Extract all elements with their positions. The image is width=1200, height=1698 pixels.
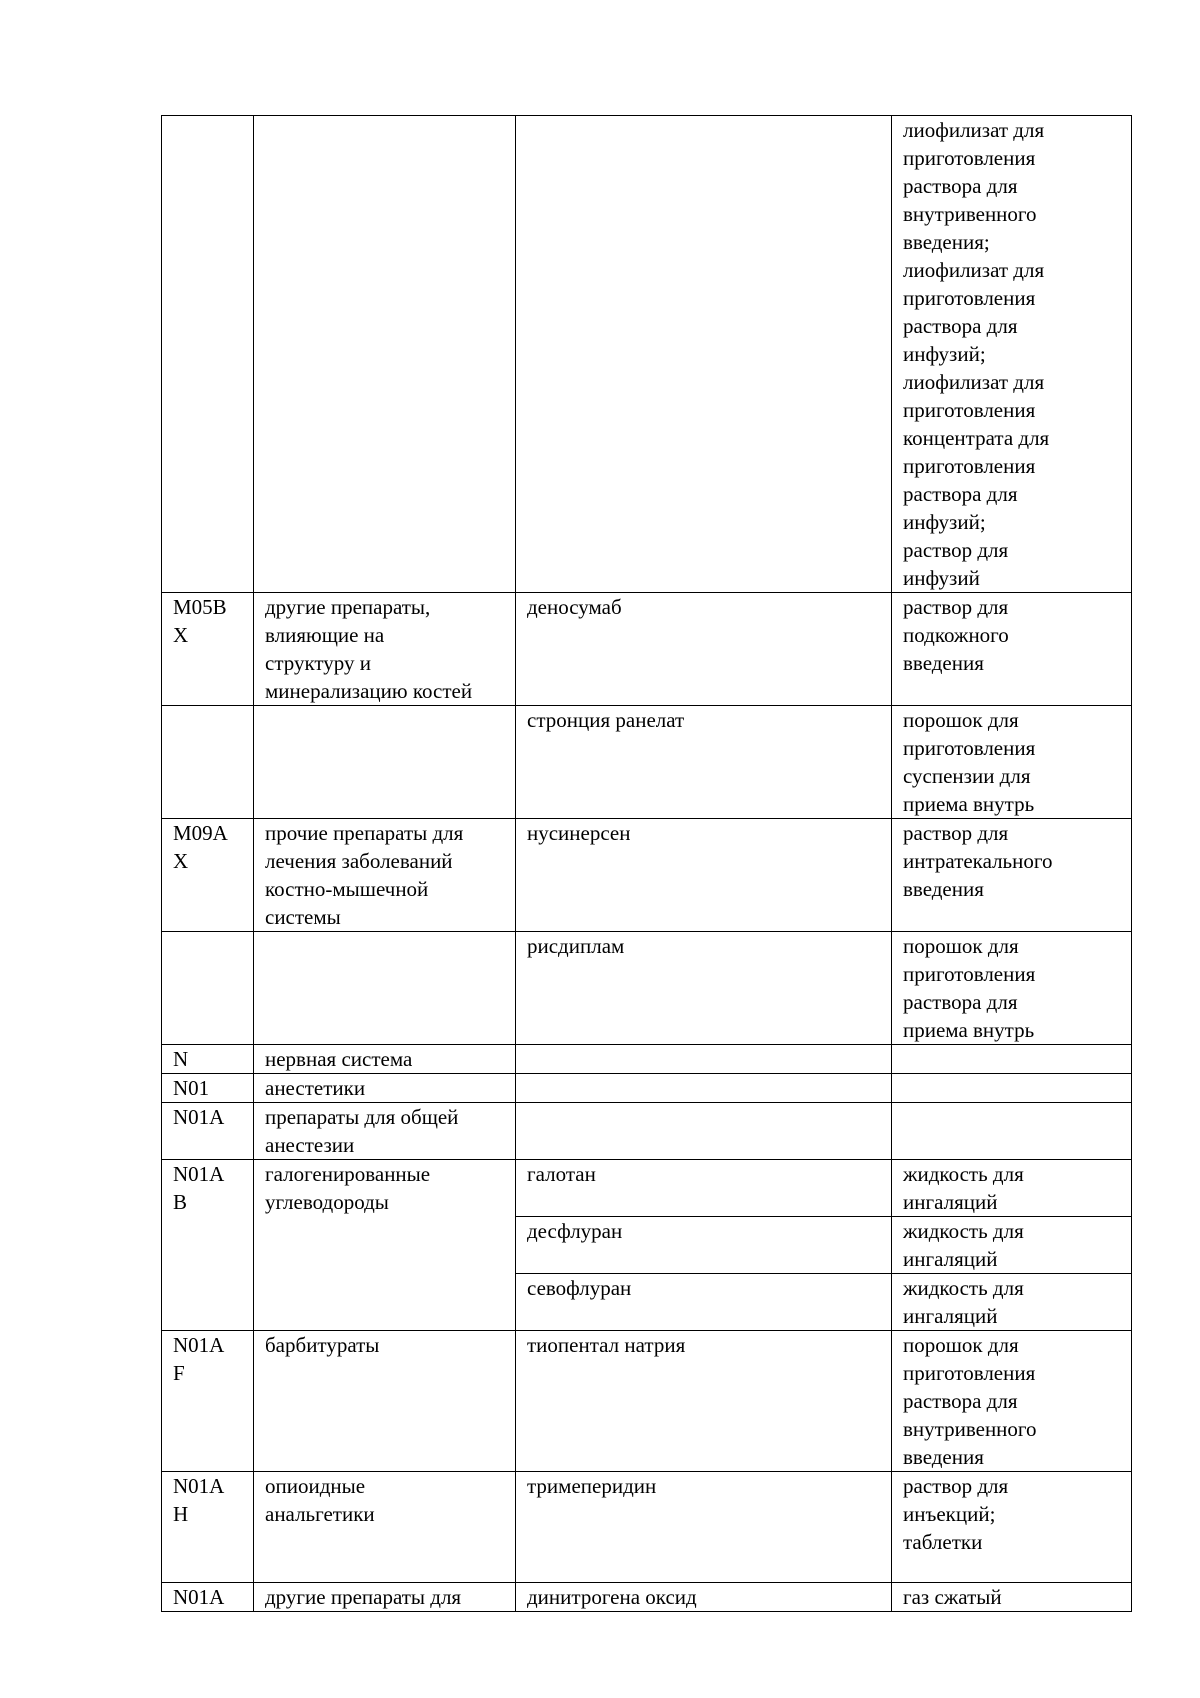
cell-text-line: лиофилизат для: [903, 370, 1045, 394]
dosage-form-cell: [892, 1045, 1132, 1074]
cell-text-line: другие препараты для: [265, 1585, 462, 1609]
cell-text-line: анальгетики: [265, 1502, 375, 1526]
cell-text-line: севофлуран: [527, 1276, 632, 1300]
atc-code-cell: [162, 593, 254, 706]
cell-text-line: инфузий;: [903, 510, 986, 534]
inn-cell: [516, 932, 892, 1045]
cell-text-line: приема внутрь: [903, 792, 1035, 816]
cell-text-line: тримеперидин: [527, 1474, 657, 1498]
cell-text-line: приема внутрь: [903, 1018, 1035, 1042]
cell-text-line: влияющие на: [265, 623, 385, 647]
cell-text-line: раствора для: [903, 314, 1018, 338]
inn-cell: [516, 1103, 892, 1160]
cell-text-line: жидкость для: [903, 1276, 1024, 1300]
dosage-form-cell: [892, 1160, 1132, 1217]
cell-text-line: барбитураты: [265, 1333, 380, 1357]
cell-text-line: приготовления: [903, 736, 1036, 760]
cell-text-line: жидкость для: [903, 1162, 1024, 1186]
cell-text-line: минерализацию костей: [265, 679, 473, 703]
dosage-form-cell: [892, 706, 1132, 819]
cell-text-line: внутривенного: [903, 1417, 1037, 1441]
cell-text-line: раствор для: [903, 595, 1009, 619]
atc-code-cell: [162, 1103, 254, 1160]
table-row: [162, 1472, 1132, 1583]
cell-text-line: интратекального: [903, 849, 1053, 873]
cell-text-line: N: [173, 1047, 189, 1071]
group-name-cell: [254, 1074, 516, 1103]
cell-text-line: N01A: [173, 1162, 225, 1186]
dosage-form-cell: [892, 1074, 1132, 1103]
cell-text-line: системы: [265, 905, 341, 929]
inn-cell: [516, 116, 892, 593]
atc-code-cell: [162, 116, 254, 593]
cell-text-line: газ сжатый: [903, 1585, 1002, 1609]
inn-cell: [516, 1274, 892, 1331]
dosage-form-cell: [892, 593, 1132, 706]
cell-text-line: раствора для: [903, 482, 1018, 506]
cell-text-line: введения: [903, 1445, 984, 1469]
cell-text-line: раствор для: [903, 821, 1009, 845]
cell-text-line: M05B: [173, 595, 227, 619]
cell-text-line: анестезии: [265, 1133, 355, 1157]
cell-text-line: десфлуран: [527, 1219, 623, 1243]
inn-cell: [516, 1331, 892, 1472]
cell-text-line: структуру и: [265, 651, 372, 675]
cell-text-line: ингаляций: [903, 1247, 998, 1271]
inn-cell: [516, 819, 892, 932]
cell-text-line: приготовления: [903, 286, 1036, 310]
group-name-cell: [254, 1045, 516, 1074]
cell-text-line: ингаляций: [903, 1304, 998, 1328]
drug-table-body: [162, 116, 1132, 1612]
cell-text-line: раствора для: [903, 174, 1018, 198]
cell-text-line: приготовления: [903, 398, 1036, 422]
cell-text-line: лиофилизат для: [903, 118, 1045, 142]
atc-code-cell: [162, 1583, 254, 1612]
dosage-form-cell: [892, 1217, 1132, 1274]
cell-text-line: другие препараты,: [265, 595, 431, 619]
cell-text-line: инфузий;: [903, 342, 986, 366]
cell-text-line: X: [173, 623, 189, 647]
table-row: [162, 116, 1132, 593]
cell-text-line: деносумаб: [527, 595, 622, 619]
cell-text-line: опиоидные: [265, 1474, 366, 1498]
table-row: [162, 706, 1132, 819]
cell-text-line: раствор для: [903, 1474, 1009, 1498]
cell-text-line: суспензии для: [903, 764, 1031, 788]
cell-text-line: M09A: [173, 821, 228, 845]
inn-cell: [516, 1074, 892, 1103]
cell-text-line: нусинерсен: [527, 821, 631, 845]
dosage-form-cell: [892, 1103, 1132, 1160]
cell-text-line: приготовления: [903, 454, 1036, 478]
cell-text-line: внутривенного: [903, 202, 1037, 226]
cell-text-line: порошок для: [903, 934, 1019, 958]
inn-cell: [516, 706, 892, 819]
inn-cell: [516, 1472, 892, 1583]
table-row: [162, 593, 1132, 706]
cell-text-line: углеводороды: [265, 1190, 389, 1214]
cell-text-line: ингаляций: [903, 1190, 998, 1214]
dosage-form-cell: [892, 1274, 1132, 1331]
cell-text-line: раствор для: [903, 538, 1009, 562]
cell-text-line: N01A: [173, 1105, 225, 1129]
cell-text-line: подкожного: [903, 623, 1009, 647]
cell-text-line: порошок для: [903, 708, 1019, 732]
cell-text-line: прочие препараты для: [265, 821, 464, 845]
dosage-form-cell: [892, 1331, 1132, 1472]
cell-text-line: галогенированные: [265, 1162, 431, 1186]
dosage-form-cell: [892, 1472, 1132, 1583]
cell-text-line: введения: [903, 651, 984, 675]
dosage-form-cell: [892, 116, 1132, 593]
cell-text-line: препараты для общей: [265, 1105, 459, 1129]
cell-text-line: инфузий: [903, 566, 980, 590]
table-row: [162, 1045, 1132, 1074]
cell-text-line: B: [173, 1190, 188, 1214]
cell-text-line: X: [173, 849, 189, 873]
cell-text-line: жидкость для: [903, 1219, 1024, 1243]
atc-code-cell: [162, 1160, 254, 1331]
group-name-cell: [254, 819, 516, 932]
group-name-cell: [254, 593, 516, 706]
cell-text-line: H: [173, 1502, 189, 1526]
atc-code-cell: [162, 706, 254, 819]
cell-text-line: введения;: [903, 230, 990, 254]
cell-text-line: тиопентал натрия: [527, 1333, 686, 1357]
dosage-form-cell: [892, 1583, 1132, 1612]
table-row: [162, 932, 1132, 1045]
cell-text-line: нервная система: [265, 1047, 413, 1071]
cell-text-line: N01A: [173, 1474, 225, 1498]
inn-cell: [516, 593, 892, 706]
group-name-cell: [254, 1331, 516, 1472]
group-name-cell: [254, 1583, 516, 1612]
cell-text-line: рисдиплам: [527, 934, 625, 958]
cell-text-line: концентрата для: [903, 426, 1050, 450]
inn-cell: [516, 1160, 892, 1217]
table-row: [162, 819, 1132, 932]
cell-text-line: приготовления: [903, 146, 1036, 170]
group-name-cell: [254, 706, 516, 819]
group-name-cell: [254, 932, 516, 1045]
group-name-cell: [254, 1160, 516, 1331]
cell-text-line: динитрогена оксид: [527, 1585, 697, 1609]
cell-text-line: введения: [903, 877, 984, 901]
group-name-cell: [254, 116, 516, 593]
drug-table: [161, 115, 1132, 1612]
table-row: [162, 1074, 1132, 1103]
dosage-form-cell: [892, 932, 1132, 1045]
cell-text-line: приготовления: [903, 1361, 1036, 1385]
cell-text-line: галотан: [527, 1162, 596, 1186]
group-name-cell: [254, 1103, 516, 1160]
table-row: [162, 1583, 1132, 1612]
atc-code-cell: [162, 1074, 254, 1103]
cell-text-line: лечения заболеваний: [265, 849, 453, 873]
cell-text-line: N01: [173, 1076, 210, 1100]
cell-text-line: инъекций;: [903, 1502, 996, 1526]
cell-text-line: таблетки: [903, 1530, 983, 1554]
cell-text-line: стронция ранелат: [527, 708, 685, 732]
cell-text-line: F: [173, 1361, 185, 1385]
table-row: [162, 1331, 1132, 1472]
table-row: [162, 1160, 1132, 1217]
cell-text-line: N01A: [173, 1585, 225, 1609]
atc-code-cell: [162, 1472, 254, 1583]
cell-text-line: лиофилизат для: [903, 258, 1045, 282]
atc-code-cell: [162, 932, 254, 1045]
inn-cell: [516, 1583, 892, 1612]
cell-text-line: порошок для: [903, 1333, 1019, 1357]
atc-code-cell: [162, 1331, 254, 1472]
cell-text-line: анестетики: [265, 1076, 366, 1100]
cell-text-line: костно-мышечной: [265, 877, 429, 901]
dosage-form-cell: [892, 819, 1132, 932]
cell-text-line: N01A: [173, 1333, 225, 1357]
atc-code-cell: [162, 819, 254, 932]
cell-text-line: раствора для: [903, 1389, 1018, 1413]
atc-code-cell: [162, 1045, 254, 1074]
inn-cell: [516, 1217, 892, 1274]
cell-text-line: раствора для: [903, 990, 1018, 1014]
table-row: [162, 1103, 1132, 1160]
cell-text-line: приготовления: [903, 962, 1036, 986]
inn-cell: [516, 1045, 892, 1074]
group-name-cell: [254, 1472, 516, 1583]
